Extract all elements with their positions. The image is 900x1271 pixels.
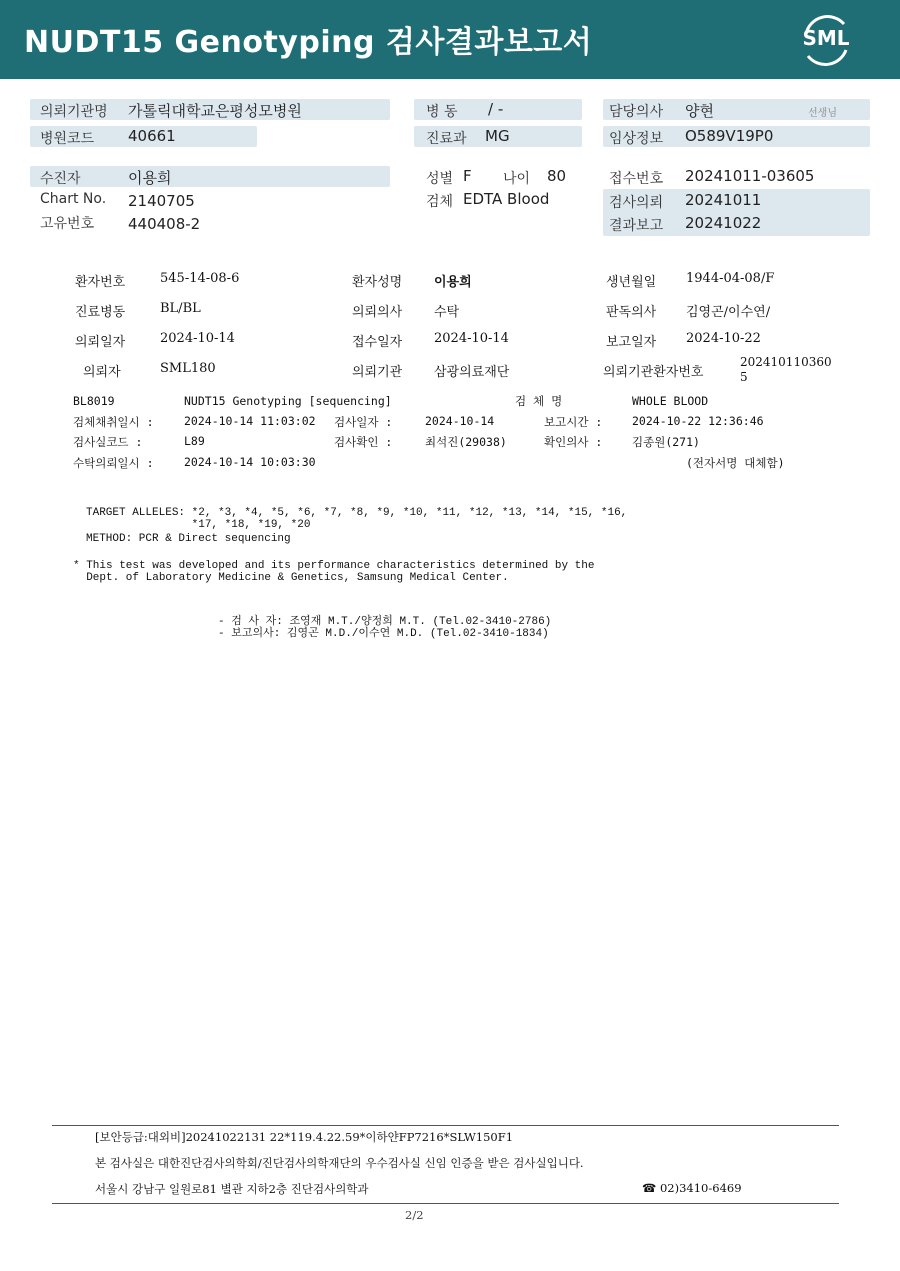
grid-label: 보고일자 xyxy=(606,335,657,350)
grid-value: 2024-10-22 xyxy=(686,331,761,346)
ward-label: 병 동 xyxy=(426,104,458,120)
report-header xyxy=(0,0,900,79)
grid-value: BL/BL xyxy=(160,301,201,316)
cert-line: 본 검사실은 대한진단검사의학회/진단검사의학재단의 우수검사실 신임 인증을 받은 검사실입니다. xyxy=(95,1156,584,1170)
test-name: NUDT15 Genotyping [sequencing] xyxy=(184,394,392,408)
grid-value: 김영곤/이수연/ xyxy=(686,305,771,320)
grid-label: 의뢰기관 xyxy=(352,365,403,380)
grid-value: 545-14-08-6 xyxy=(160,271,240,286)
page-number: 2/2 xyxy=(405,1208,424,1222)
grid-label: 의뢰일자 xyxy=(75,335,126,350)
institution-value: 가톨릭대학교은평성모병원 xyxy=(128,102,302,120)
grid-label: 의뢰기관환자번호 xyxy=(603,365,704,380)
grid-value: SML180 xyxy=(160,361,216,376)
staff-line2: - 보고의사: 김영곤 M.D./이수연 M.D. (Tel.02-3410-1834) xyxy=(218,628,549,640)
collect-label: 검체채취일시 : xyxy=(73,415,154,429)
age-value: 80 xyxy=(547,167,567,185)
confirm-value: 최석진(29038) xyxy=(425,435,507,449)
patient-bar xyxy=(30,166,390,187)
sml-logo xyxy=(798,12,854,68)
address-line: 서울시 강남구 일원로81 별관 지하2층 진단검사의학과 xyxy=(95,1182,369,1196)
unique-label: 고유번호 xyxy=(40,216,95,232)
doctor-suffix: 선생님 xyxy=(808,108,837,119)
report-time-label: 보고시간 : xyxy=(544,415,603,429)
consign-label: 수탁의뢰일시 : xyxy=(73,456,154,470)
test-code: BL8019 xyxy=(73,394,115,408)
sex-label: 성별 xyxy=(426,171,454,187)
patient-label: 수진자 xyxy=(40,171,81,187)
grid-label: 의뢰자 xyxy=(83,365,121,380)
request-label: 검사의뢰 xyxy=(609,195,664,211)
check-doc-label: 확인의사 : xyxy=(544,435,603,449)
chart-label: Chart No. xyxy=(40,191,107,207)
receipt-label: 접수번호 xyxy=(609,171,664,187)
phone-line: ☎ 02)3410-6469 xyxy=(642,1181,742,1195)
report-time-value: 2024-10-22 12:36:46 xyxy=(632,414,764,428)
hospital-code-label: 병원코드 xyxy=(40,131,95,147)
grid-label: 접수일자 xyxy=(352,335,403,350)
specimen-value: EDTA Blood xyxy=(463,190,550,208)
grid-value: 1944-04-08/F xyxy=(686,271,775,286)
clinical-label: 임상정보 xyxy=(609,131,664,147)
grid-value: 이용희 xyxy=(434,275,472,290)
grid-label: 진료병동 xyxy=(75,305,126,320)
target-alleles-line1: TARGET ALLELES: *2, *3, *4, *5, *6, *7, *8, *9, *10, *11, *12, *13, *14, *15, *16, xyxy=(86,507,628,519)
grid-label: 환자성명 xyxy=(352,275,403,290)
lab-code-value: L89 xyxy=(184,434,205,448)
hospital-code-value: 40661 xyxy=(128,127,176,145)
age-label: 나이 xyxy=(503,171,531,187)
note-line1: * This test was developed and its performance characteristics determined by the xyxy=(73,560,595,572)
report-label: 결과보고 xyxy=(609,218,664,234)
specimen-label: 검체 xyxy=(426,194,454,210)
confirm-label: 검사확인 : xyxy=(334,435,393,449)
security-line: [보안등급:대외비]20241022131 22*119.4.22.59*이하얀FP7216*SLW150F1 xyxy=(95,1130,514,1144)
patient-value: 이용희 xyxy=(128,169,172,187)
grid-label: 의뢰의사 xyxy=(352,305,403,320)
clinical-value: O589V19P0 xyxy=(685,127,774,145)
staff-line1: - 검 사 자: 조영재 M.T./양정희 M.T. (Tel.02-3410-2786) xyxy=(218,616,552,628)
dept-label: 진료과 xyxy=(426,131,467,147)
unique-value: 440408-2 xyxy=(128,215,201,233)
grid-value: 2024-10-14 xyxy=(434,331,509,346)
grid-value: 2024-10-14 xyxy=(160,331,235,346)
dept-value: MG xyxy=(485,127,510,145)
grid-value: 수탁 xyxy=(434,305,460,320)
test-date-value: 2024-10-14 xyxy=(425,414,495,428)
method-line: METHOD: PCR & Direct sequencing xyxy=(86,533,291,545)
footer-bottom-rule xyxy=(52,1203,839,1204)
sex-value: F xyxy=(463,167,472,185)
grid-label: 환자번호 xyxy=(75,275,126,290)
institution-label: 의뢰기관명 xyxy=(40,104,108,120)
report-value: 20241022 xyxy=(685,214,762,232)
grid-label: 판독의사 xyxy=(606,305,657,320)
doctor-label: 담당의사 xyxy=(609,104,664,120)
check-doc-value: 김종원(271) xyxy=(632,435,700,449)
receipt-value: 20241011-03605 xyxy=(685,167,815,185)
footer-top-rule xyxy=(52,1125,839,1126)
esign-note: (전자서명 대체함) xyxy=(686,456,785,470)
grid-value: 202410110360 xyxy=(740,355,832,369)
test-date-label: 검사일자 : xyxy=(334,415,393,429)
note-line2: Dept. of Laboratory Medicine & Genetics, Samsung Medical Center. xyxy=(73,572,509,584)
report-title: NUDT15 Genotyping 검사결과보고서 xyxy=(24,25,593,60)
consign-value: 2024-10-14 10:03:30 xyxy=(184,455,316,469)
specimen-name: WHOLE BLOOD xyxy=(632,394,709,408)
logo-text: SML xyxy=(802,26,850,50)
grid-value-cont: 5 xyxy=(740,370,748,384)
lab-code-label: 검사실코드 : xyxy=(73,435,143,449)
collect-value: 2024-10-14 11:03:02 xyxy=(184,414,316,428)
grid-value: 삼광의료재단 xyxy=(434,365,510,380)
specimen-name-label: 검 체 명 xyxy=(515,394,563,408)
chart-value: 2140705 xyxy=(128,192,195,210)
ward-value: / - xyxy=(488,100,504,118)
grid-label: 생년월일 xyxy=(606,275,657,290)
request-value: 20241011 xyxy=(685,191,762,209)
target-alleles-line2: *17, *18, *19, *20 xyxy=(86,519,311,531)
doctor-value: 양현 xyxy=(685,102,714,120)
